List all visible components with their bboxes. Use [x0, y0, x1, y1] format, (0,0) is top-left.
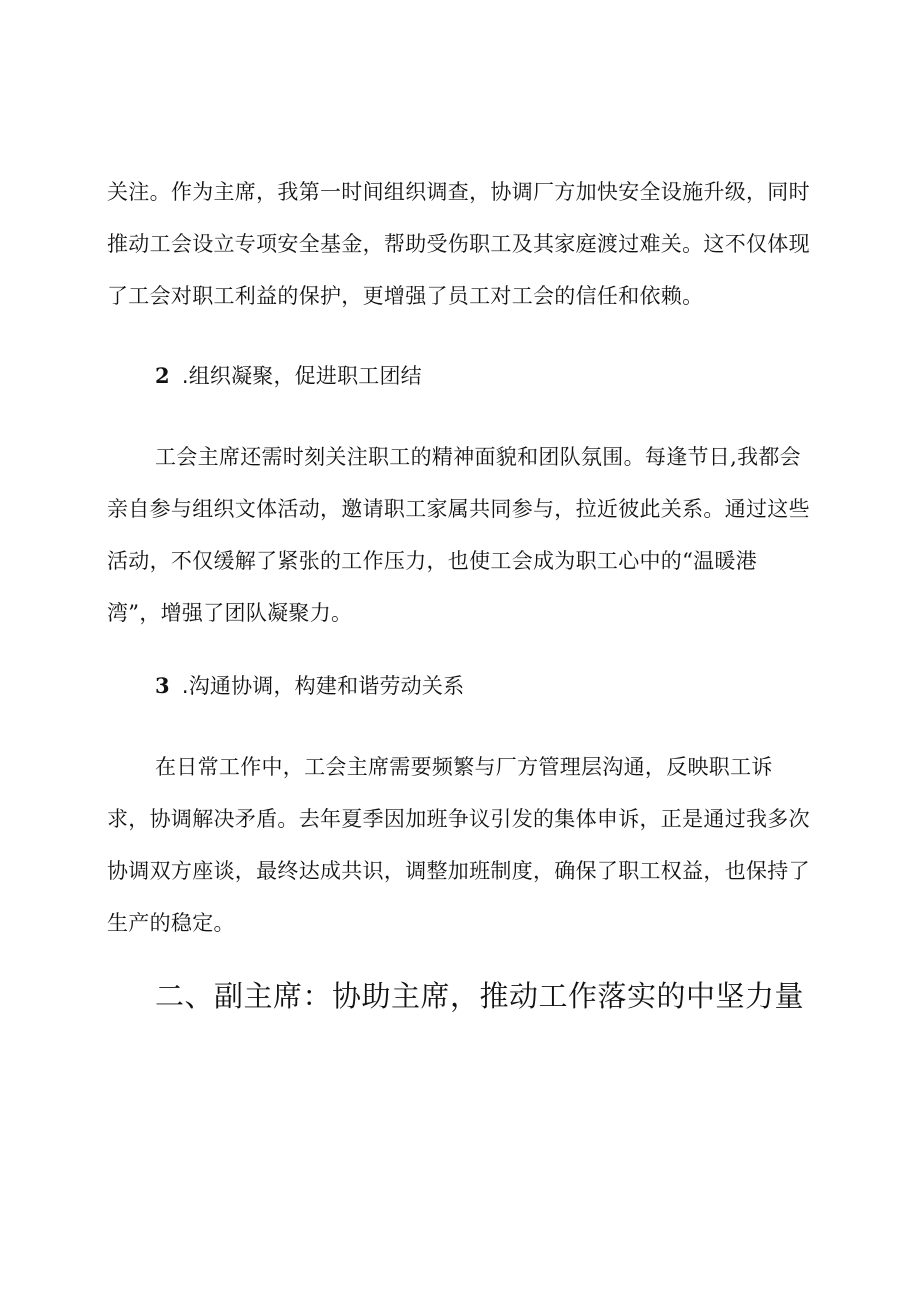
paragraph-line: 亲自参与组织文体活动，邀请职工家属共同参与，拉近彼此关系。通过这些 [107, 497, 810, 521]
paragraph-line: 活动，不仅缓解了紧张的工作压力，也使工会成为职工心中的“温暖港 [107, 549, 758, 573]
heading-number: 3 [155, 673, 170, 698]
heading-title: .组织凝聚，促进职工团结 [181, 364, 422, 388]
paragraph-line: 推动工会设立专项安全基金，帮助受伤职工及其家庭渡过难关。这不仅体现 [107, 232, 810, 256]
heading-title: .沟通协调，构建和谐劳动关系 [181, 674, 465, 698]
paragraph-line: 生产的稳定。 [107, 911, 235, 935]
paragraph-line: 协调双方座谈，最终达成共识，调整加班制度，确保了职工权益，也保持了 [107, 859, 810, 883]
section-heading-vice-chairman: 二、副主席：协助主席，推动工作落实的中坚力量 [155, 979, 805, 1013]
paragraph-line: 求，协调解决矛盾。去年夏季因加班争议引发的集体申诉，正是通过我多次 [107, 807, 810, 831]
heading-number: 2 [155, 363, 170, 388]
paragraph-line: 工会主席还需时刻关注职工的精神面貌和团队氛围。每逢节日,我都会 [155, 445, 801, 469]
heading-communication [155, 670, 464, 700]
paragraph-line: 在日常工作中，工会主席需要频繁与厂方管理层沟通，反映职工诉 [155, 755, 773, 779]
heading-organize-cohesion [155, 360, 422, 390]
paragraph-communication [107, 741, 823, 949]
paragraph-line: 湾”，增强了团队凝聚力。 [107, 601, 353, 625]
paragraph-line: 了工会对职工利益的保护，更增强了员工对工会的信任和依赖。 [107, 284, 704, 308]
paragraph-union-care [107, 166, 823, 322]
paragraph-line: 关注。作为主席，我第一时间组织调查，协调厂方加快安全设施升级，同时 [107, 180, 810, 204]
paragraph-cohesion [107, 431, 823, 639]
